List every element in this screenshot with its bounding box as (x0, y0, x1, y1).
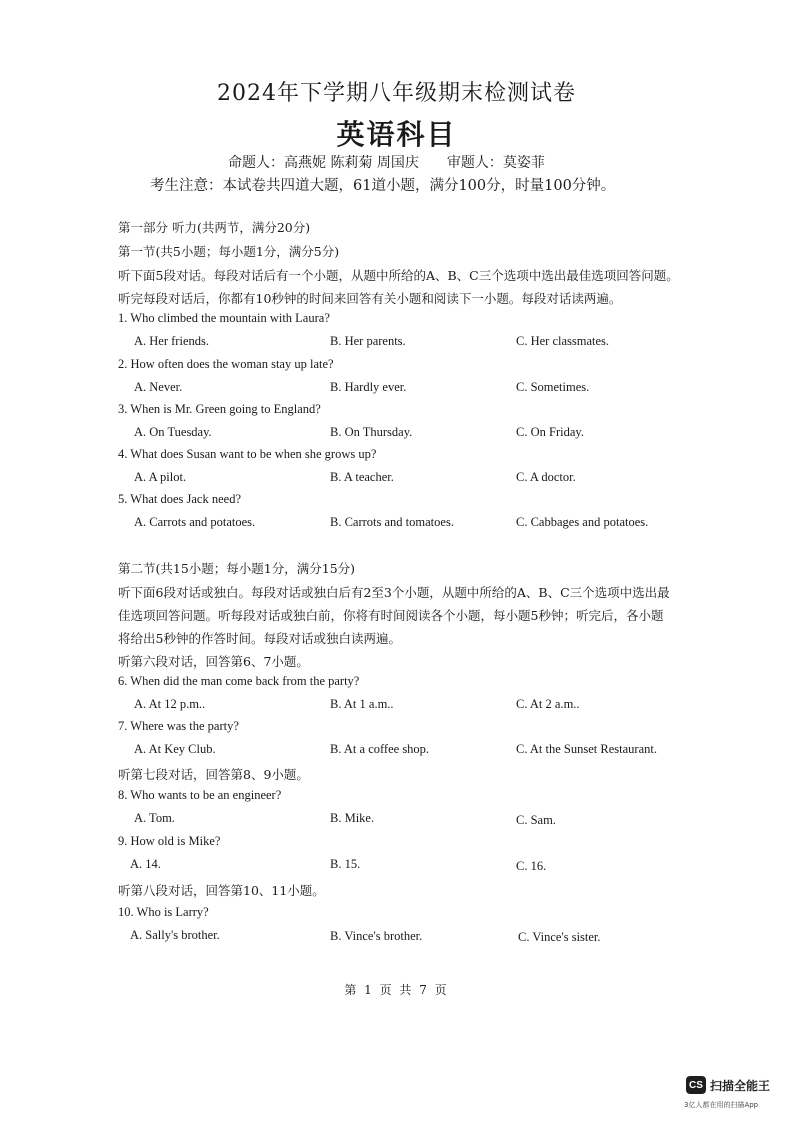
question-stem: 3. When is Mr. Green going to England? (118, 402, 321, 416)
option-b: B. Her parents. (330, 334, 406, 348)
question-stem: 2. How often does the woman stay up late? (118, 357, 334, 371)
dialogue-prompt: 听第七段对话，回答第8、9小题。 (118, 767, 309, 782)
option-c: C. Cabbages and potatoes. (516, 515, 649, 529)
option-c: C. At the Sunset Restaurant. (516, 742, 657, 756)
section1-instruction: 听下面5段对话。每段对话后有一个小题，从题中所给的A、B、C三个选项中选出最佳选项回答问题。 (118, 268, 679, 283)
page-footer: 第 1 页 共 7 页 (344, 983, 449, 997)
camscanner-logo-icon: CS (686, 1076, 706, 1094)
option-c: C. On Friday. (516, 425, 584, 439)
option-c: C. Her classmates. (516, 334, 610, 348)
section2-instruction: 将给出5秒钟的作答时间。每段对话或独白读两遍。 (118, 631, 401, 646)
option-c: C. Sometimes. (516, 380, 590, 394)
question-stem: 10. Who is Larry? (118, 905, 209, 919)
option-c: C. Vince's sister. (518, 930, 601, 944)
section1-heading: 第一节(共5小题；每小题1分，满分5分) (118, 244, 340, 259)
question-stem: 6. When did the man come back from the party? (118, 674, 360, 688)
option-b: B. Mike. (330, 811, 375, 825)
section2-heading: 第二节(共15小题；每小题1分，满分15分) (118, 561, 356, 576)
question-stem: 4. What does Susan want to be when she grows up? (118, 447, 377, 461)
option-a: A. Never. (134, 380, 183, 394)
option-b: B. Hardly ever. (330, 380, 407, 394)
part1-heading: 第一部分 听力(共两节，满分20分) (118, 220, 311, 235)
authors-line: 命题人：高燕妮 陈莉菊 周国庆 审题人：莫姿菲 (228, 155, 545, 171)
question-stem: 1. Who climbed the mountain with Laura? (118, 311, 330, 325)
option-a: A. 14. (130, 857, 161, 871)
option-a: A. Tom. (134, 811, 175, 825)
watermark-name: 扫描全能王 (710, 1078, 771, 1093)
option-a: A. At 12 p.m.. (134, 697, 206, 711)
option-a: A. On Tuesday. (134, 425, 212, 439)
option-b: B. A teacher. (330, 470, 394, 484)
option-a: A. Carrots and potatoes. (134, 515, 256, 529)
option-a: A. At Key Club. (134, 742, 216, 756)
option-c: C. At 2 a.m.. (516, 697, 580, 711)
scanner-watermark (686, 1076, 770, 1094)
dialogue-prompt: 听第六段对话，回答第6、7小题。 (118, 654, 309, 669)
exam-notice: 考生注意：本试卷共四道大题，61道小题，满分100分，时量100分钟。 (150, 178, 616, 194)
option-b: B. 15. (330, 857, 361, 871)
option-a: A. Sally's brother. (130, 928, 220, 942)
option-b: B. Vince's brother. (330, 929, 423, 943)
question-stem: 9. How old is Mike? (118, 834, 221, 848)
option-b: B. Carrots and tomatoes. (330, 515, 454, 529)
question-stem: 8. Who wants to be an engineer? (118, 788, 282, 802)
section1-instruction: 听完每段对话后，你都有10秒钟的时间来回答有关小题和阅读下一小题。每段对话读两遍。 (118, 291, 622, 306)
option-a: A. A pilot. (134, 470, 187, 484)
option-c: C. 16. (516, 859, 547, 873)
option-b: B. On Thursday. (330, 425, 413, 439)
subject-title: 英语科目 (336, 118, 457, 151)
option-c: C. Sam. (516, 813, 556, 827)
section2-instruction: 佳选项回答问题。听每段对话或独白前，你将有时间阅读各个小题，每小题5秒钟；听完后，各小题 (118, 608, 664, 623)
option-a: A. Her friends. (134, 334, 209, 348)
section2-instruction: 听下面6段对话或独白。每段对话或独白后有2至3个小题，从题中所给的A、B、C三个选项中选出最 (118, 585, 670, 600)
option-b: B. At a coffee shop. (330, 742, 430, 756)
dialogue-prompt: 听第八段对话，回答第10、11小题。 (118, 883, 325, 898)
option-c: C. A doctor. (516, 470, 576, 484)
watermark-tagline: 3亿人都在用的扫描App (684, 1101, 759, 1109)
question-stem: 7. Where was the party? (118, 719, 239, 733)
exam-title: 2024年下学期八年级期末检测试卷 (217, 81, 576, 106)
option-b: B. At 1 a.m.. (330, 697, 394, 711)
question-stem: 5. What does Jack need? (118, 492, 241, 506)
